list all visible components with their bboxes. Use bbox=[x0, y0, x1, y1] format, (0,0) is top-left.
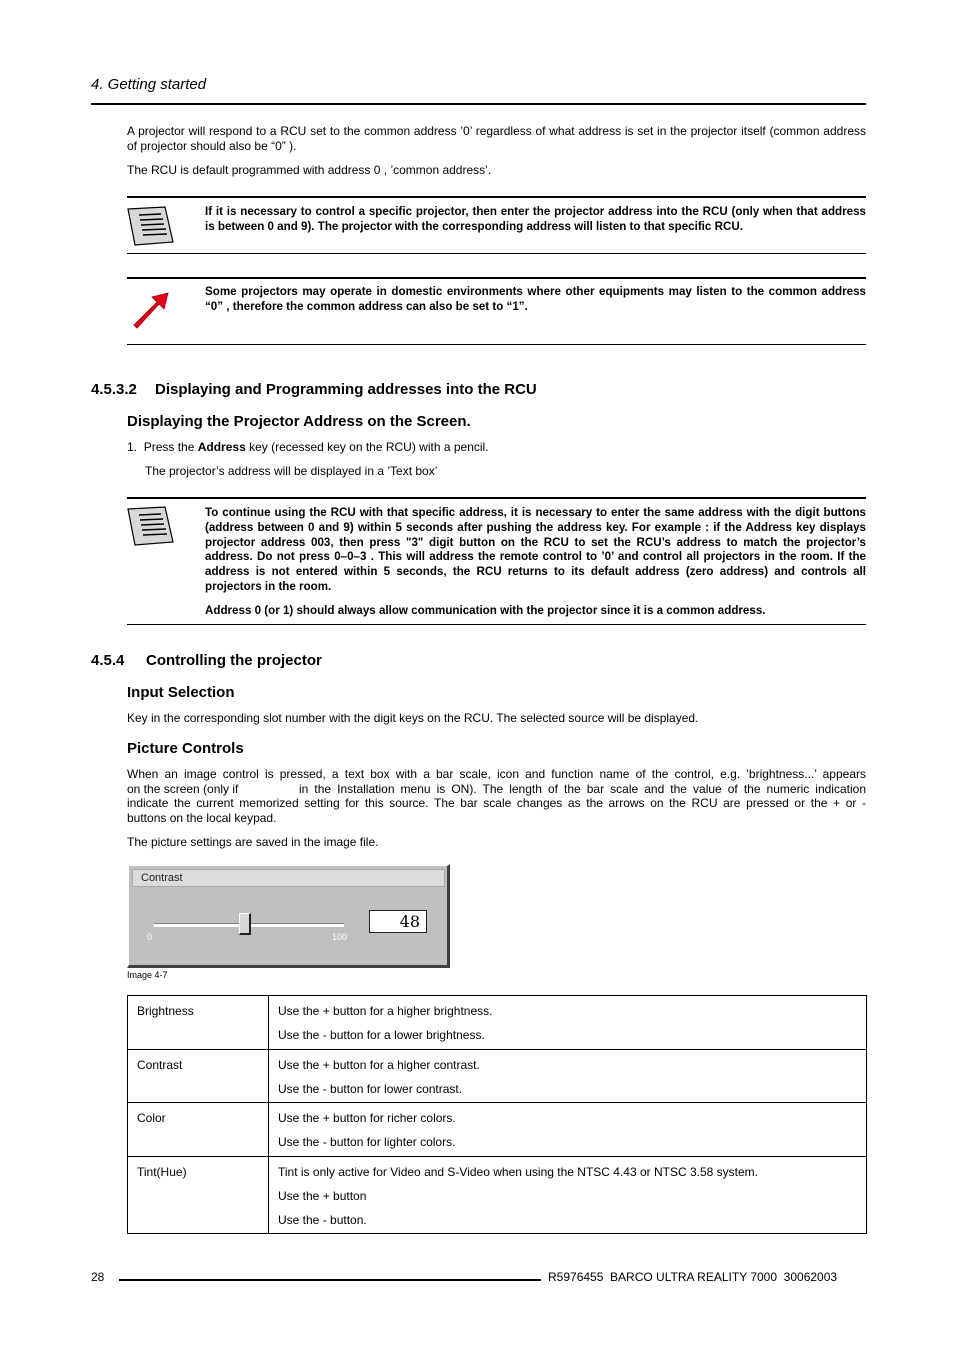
chapter-title: 4. Getting started bbox=[91, 76, 207, 93]
picture-line-3: indicate the current memorized setting for this source. The bar scale changes as the arrows on the RCU are pressed or the + or - bbox=[127, 796, 866, 811]
table-row bbox=[128, 1103, 867, 1157]
intro-paragraph-2: The RCU is default programmed with address 0 , ’common address’. bbox=[127, 163, 492, 177]
input-selection-text: Key in the corresponding slot number with the digit keys on the RCU. The selected source will be displayed. bbox=[127, 711, 699, 725]
header-divider bbox=[91, 103, 866, 105]
page-number: 28 bbox=[91, 1270, 105, 1284]
control-name bbox=[128, 1103, 269, 1157]
section-heading-454 bbox=[91, 652, 322, 669]
notepad-icon bbox=[127, 506, 175, 551]
control-name-text: Color bbox=[137, 1111, 166, 1125]
section-number: 4.5.3.2 bbox=[91, 381, 137, 398]
picture-saved-text: The picture settings are saved in the image file. bbox=[127, 835, 379, 849]
description-line: Use the + button for a higher brightness. bbox=[278, 1004, 493, 1018]
step-number: 1. bbox=[127, 440, 138, 454]
picture-line-1: When an image control is pressed, a text box with a bar scale, icon and function name of the control, e.g. ’brightness...’ appears bbox=[127, 767, 866, 781]
address-key-label: Address bbox=[197, 440, 246, 454]
note-specific-projector: If it is necessary to control a specific projector, then enter the projector address into the RCU (only when that address is between 0 and 9). The projector with the corresponding address will listen to that specific RCU. bbox=[205, 205, 866, 233]
control-description bbox=[269, 1050, 867, 1103]
footer-doc-ref: R5976455 BARCO ULTRA REALITY 7000 30062003 bbox=[548, 1270, 838, 1284]
subheading-picture-controls: Picture Controls bbox=[127, 740, 244, 757]
control-description bbox=[269, 996, 867, 1050]
description-line: Tint is only active for Video and S-Video when using the NTSC 4.43 or NTSC 3.58 system. bbox=[278, 1165, 759, 1179]
step-text-post: key (recessed key on the RCU) with a pencil. bbox=[249, 440, 489, 454]
picture-line-2b: in the Installation menu is ON). The length of the bar scale and the value of the numeric indication bbox=[299, 781, 866, 796]
description-line: Use the - button. bbox=[278, 1213, 367, 1227]
subheading-display-address: Displaying the Projector Address on the Screen. bbox=[127, 413, 471, 430]
step-1-result: The projector’s address will be displayed in a ’Text box’ bbox=[145, 464, 438, 478]
warning-bottom-rule bbox=[127, 344, 866, 345]
picture-line-2a: on the screen (only if bbox=[127, 781, 239, 796]
subheading-input-selection: Input Selection bbox=[127, 684, 235, 701]
step-1 bbox=[127, 440, 489, 454]
control-name bbox=[128, 1157, 269, 1234]
description-line: Use the + button for a higher contrast. bbox=[278, 1058, 480, 1072]
description-line: Use the - button for lighter colors. bbox=[278, 1135, 456, 1149]
contrast-dialog bbox=[127, 864, 450, 968]
notepad-icon bbox=[127, 206, 175, 251]
warning-arrow-icon bbox=[131, 291, 171, 336]
description-line: Use the - button for lower contrast. bbox=[278, 1082, 463, 1096]
note-top-rule bbox=[127, 196, 866, 198]
section-number: 4.5.4 bbox=[91, 652, 125, 669]
step-text-pre: Press the bbox=[143, 440, 195, 454]
picture-line-2 bbox=[127, 782, 866, 797]
note-address-common: Address 0 (or 1) should always allow communication with the projector since it is a common address. bbox=[205, 604, 766, 617]
note2-top-rule bbox=[127, 497, 866, 499]
note-address-timeout: To continue using the RCU with that specific address, it is necessary to enter the same address with the digit buttons (address between 0 and 9) within 5 seconds after pushing the address key. For example : if the Address key displays projector address 003, then press "3" digit button on the RCU to set the RCU’s address to match the projector’s address. Do not press 0–0–3 . This will address the remote control to ’0’ and control all projectors in the room. If the address is not entered within 5 seconds, the RCU returns to its default address (zero address) and controls all projectors in the room. bbox=[205, 506, 866, 593]
image-caption: Image 4-7 bbox=[127, 970, 168, 980]
picture-controls-text bbox=[127, 767, 866, 825]
picture-line-4: buttons on the local keypad. bbox=[127, 810, 277, 825]
slider-min-label: 0 bbox=[147, 932, 153, 942]
warning-common-address: Some projectors may operate in domestic environments where other equipments may listen to the common address “0” , therefore the common address can also be set to “1”. bbox=[205, 285, 866, 313]
control-name bbox=[128, 1050, 269, 1103]
control-name-text: Contrast bbox=[137, 1058, 183, 1072]
description-line: Use the - button for a lower brightness. bbox=[278, 1028, 485, 1042]
intro-paragraph-1: A projector will respond to a RCU set to the common address ’0’ regardless of what address is set in the projector itself (common address of projector should also be “0” ). bbox=[127, 124, 866, 153]
table-row bbox=[128, 1050, 867, 1103]
control-name-text: Tint(Hue) bbox=[137, 1165, 187, 1179]
control-description bbox=[269, 1157, 867, 1234]
control-name-text: Brightness bbox=[137, 1004, 194, 1018]
picture-controls-table bbox=[127, 995, 867, 1234]
section-title: Displaying and Programming addresses into the RCU bbox=[155, 381, 537, 398]
contrast-slider-thumb[interactable] bbox=[239, 913, 251, 935]
description-line: Use the + button for richer colors. bbox=[278, 1111, 456, 1125]
footer-divider bbox=[119, 1279, 541, 1281]
section-heading-4532 bbox=[91, 381, 537, 398]
note2-bottom-rule bbox=[127, 624, 866, 625]
table-row bbox=[128, 996, 867, 1050]
warning-top-rule bbox=[127, 277, 866, 279]
section-title: Controlling the projector bbox=[146, 652, 322, 669]
control-description bbox=[269, 1103, 867, 1157]
contrast-value-box: 48 bbox=[369, 910, 427, 933]
contrast-dialog-title: Contrast bbox=[132, 869, 445, 887]
description-line: Use the + button bbox=[278, 1189, 367, 1203]
note-bottom-rule bbox=[127, 253, 866, 254]
slider-max-label: 100 bbox=[332, 932, 348, 942]
table-row bbox=[128, 1157, 867, 1234]
control-name bbox=[128, 996, 269, 1050]
